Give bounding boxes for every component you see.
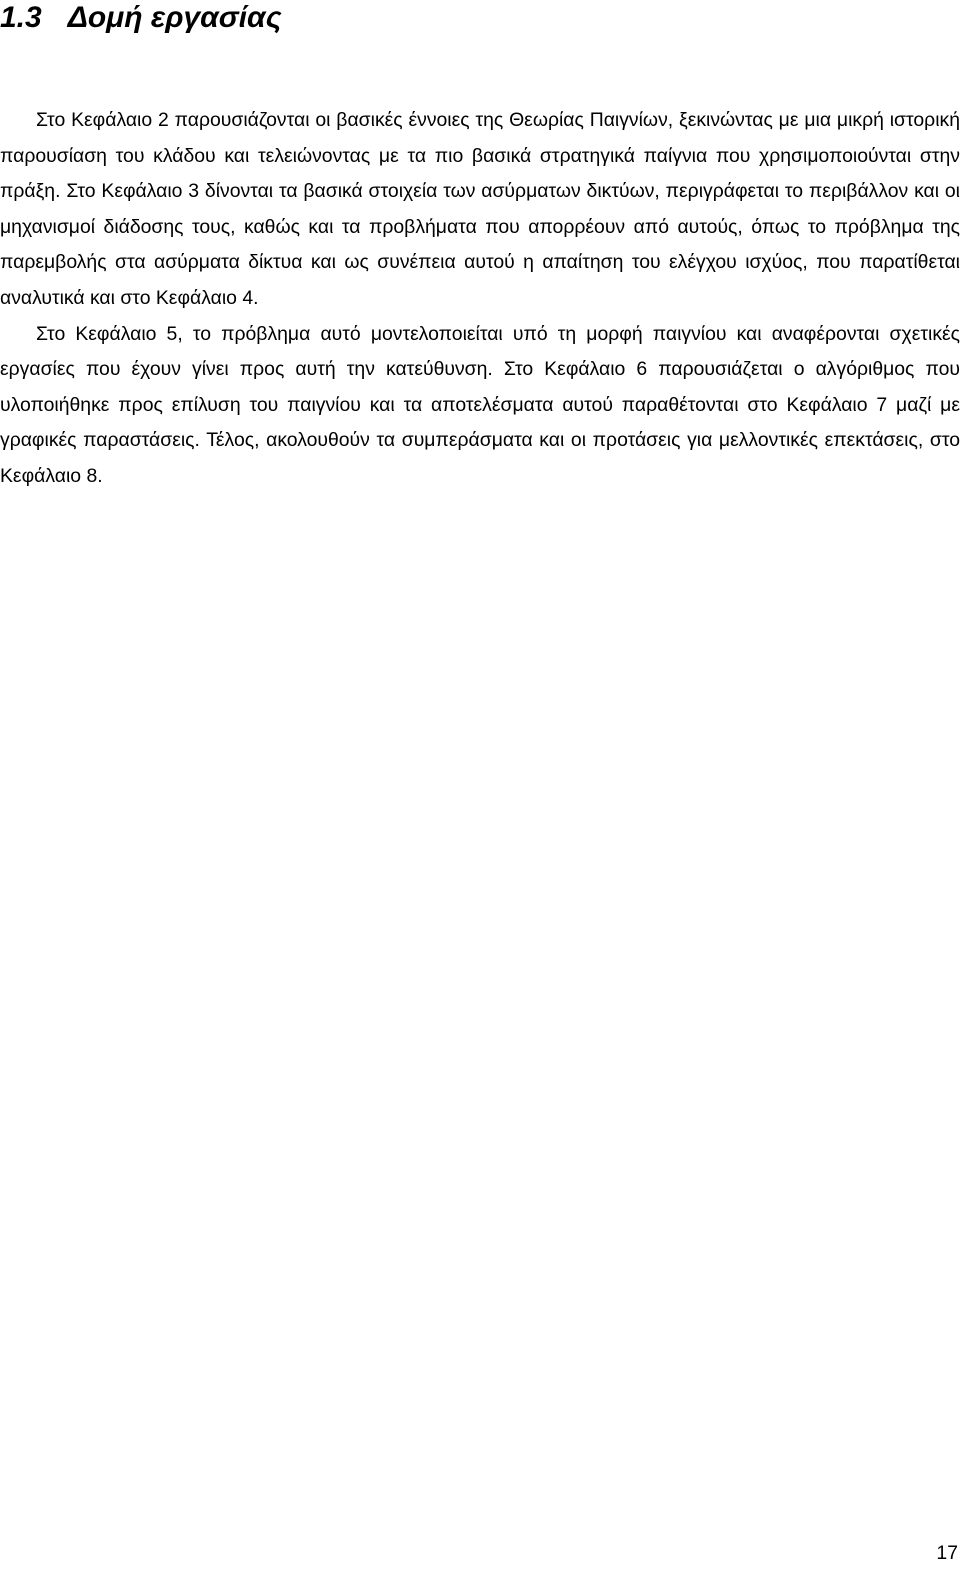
paragraph-2: Στο Κεφάλαιο 5, το πρόβλημα αυτό μοντελοποιείται υπό τη μορφή παιγνίου και αναφέρονται σχετικές εργασίες που έχουν γίνει προς αυτή την κατεύθυνση. Στο Κεφάλαιο 6 παρουσιάζεται ο αλγόριθμος που υλοποιήθηκε προς επίλυση του παιγνίου και τα αποτελέσματα αυτού παραθέτονται στο Κεφάλαιο 7 μαζί με γραφικές παραστάσεις. Τέλος, ακολουθούν τα συμπεράσματα και οι προτάσεις για μελλοντικές επεκτάσεις, στο Κεφάλαιο 8. [0, 322, 960, 487]
section-title: Δομή εργασίας [67, 1, 282, 34]
section-number: 1.3 [0, 1, 42, 34]
body-text [0, 103, 960, 495]
section-heading [0, 0, 282, 36]
page-number: 17 [936, 1542, 958, 1564]
paragraph-1: Στο Κεφάλαιο 2 παρουσιάζονται οι βασικές έννοιες της Θεωρίας Παιγνίων, ξεκινώντας με μια μικρή ιστορική παρουσίαση του κλάδου και τελειώνοντας με τα πιο βασικά στρατηγικά παίγνια που χρησιμοποιούνται στην πράξη. Στο Κεφάλαιο 3 δίνονται τα βασικά στοιχεία των ασύρματων δικτύων, περιγράφεται το περιβάλλον και οι μηχανισμοί διάδοσης τους, καθώς και τα προβλήματα που απορρέουν από αυτούς, όπως το πρόβλημα της παρεμβολής στα ασύρματα δίκτυα και ως συνέπεια αυτού η απαίτηση του ελέγχου ισχύος, που παρατίθεται αναλυτικά και στο Κεφάλαιο 4. [0, 109, 960, 309]
